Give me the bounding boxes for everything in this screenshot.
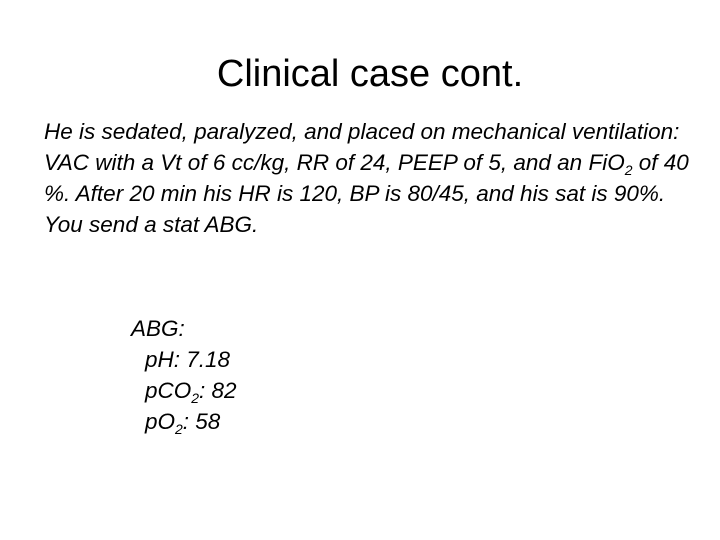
abg-po2-colon: : <box>182 409 196 434</box>
abg-pco2-subscript: 2 <box>191 389 200 406</box>
abg-pco2-label: pCO <box>145 378 192 403</box>
abg-ph-line <box>131 344 431 375</box>
abg-po2-label: pO <box>145 409 176 434</box>
abg-ph-value: 7.18 <box>186 347 231 372</box>
fio2-subscript: 2 <box>624 161 633 178</box>
case-description <box>44 116 694 240</box>
abg-po2-line <box>131 406 431 437</box>
case-text-part2: of 40 %. After 20 min his HR is 120, BP is 80/45, and his sat is 90%. You send a stat ABG. <box>44 150 689 237</box>
abg-po2-subscript: 2 <box>175 420 183 437</box>
abg-pco2-colon: : <box>199 378 212 403</box>
abg-pco2-line <box>131 375 431 406</box>
slide-title: Clinical case cont. <box>216 53 524 95</box>
case-text-part1: He is sedated, paralyzed, and placed on mechanical ventilation: VAC with a Vt of 6 cc/kg, RR of 24, PEEP of 5, and an FiO <box>44 119 680 175</box>
abg-results <box>131 313 431 437</box>
abg-po2-value: 58 <box>195 409 221 434</box>
abg-heading: ABG: <box>131 316 185 341</box>
abg-pco2-value: 82 <box>211 378 237 403</box>
abg-ph-label: pH: <box>145 347 187 372</box>
